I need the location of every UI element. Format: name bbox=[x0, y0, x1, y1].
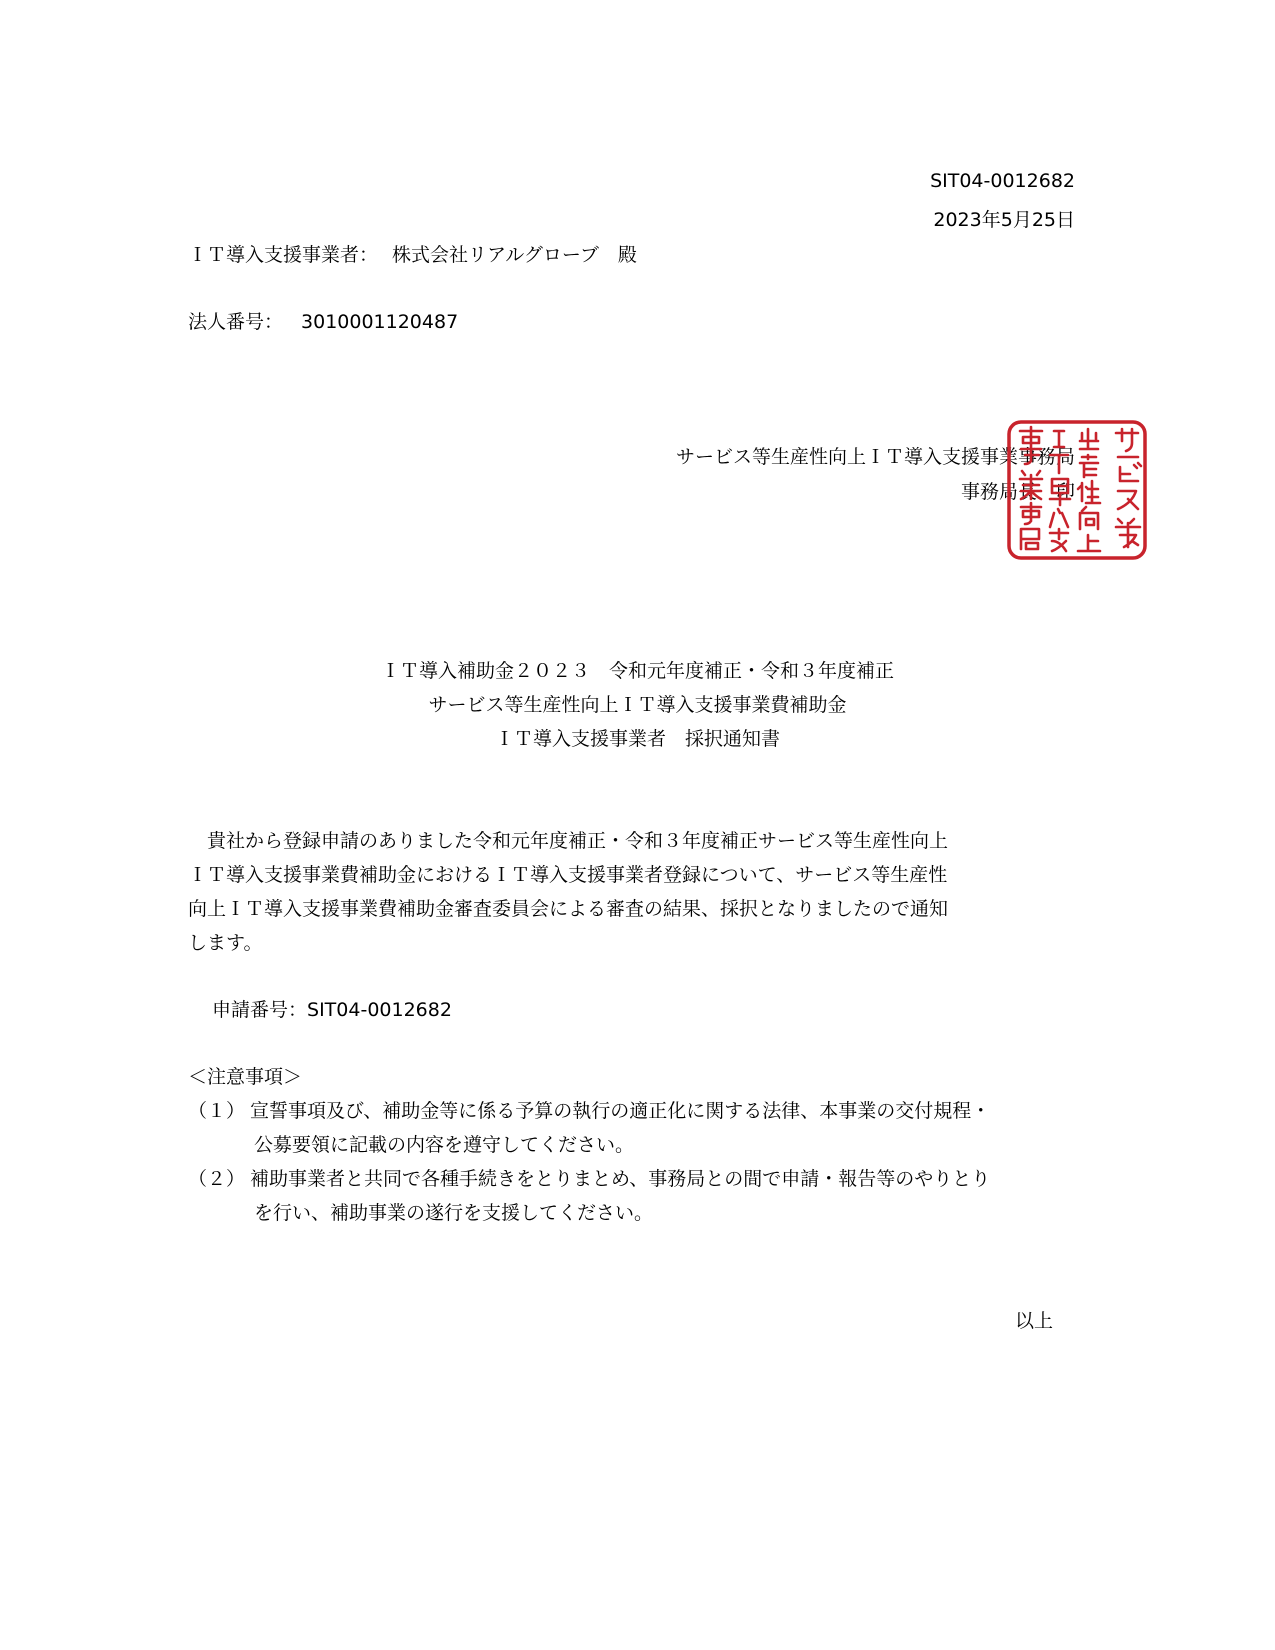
closing-text: 以上 bbox=[1014, 1310, 1053, 1332]
corp-number-label: 法人番号： bbox=[188, 311, 284, 333]
body-line-4: します。 bbox=[188, 932, 263, 954]
corp-number-line bbox=[188, 307, 458, 334]
application-number: SIT04-0012682 bbox=[307, 999, 452, 1021]
title-line-1: ＩＴ導入補助金２０２３ 令和元年度補正・令和３年度補正 bbox=[380, 660, 894, 682]
body-line-1: 貴社から登録申請のありました令和元年度補正・令和３年度補正サービス等生産性向上 bbox=[188, 830, 949, 852]
note-item-2-line-1: 補助事業者と共同で各種手続きをとりまとめ、事務局との間で申請・報告等のやりとり bbox=[250, 1168, 991, 1190]
body-line-3: 向上ＩＴ導入支援事業費補助金審査委員会による審査の結果、採択となりましたので通知 bbox=[188, 898, 949, 920]
document-date: 2023年5月25日 bbox=[933, 209, 1075, 231]
issuer-org: サービス等生産性向上ＩＴ導入支援事業事務局 bbox=[675, 446, 1075, 468]
application-number-label: 申請番号： bbox=[212, 999, 308, 1021]
corp-number: 3010001120487 bbox=[301, 311, 459, 333]
notes-heading: ＜注意事項＞ bbox=[188, 1066, 303, 1088]
note-item-2-line-2: を行い、補助事業の遂行を支援してください。 bbox=[254, 1202, 654, 1224]
recipient-label: ＩＴ導入支援事業者： bbox=[188, 244, 379, 266]
body-line-2: ＩＴ導入支援事業費補助金におけるＩＴ導入支援事業者登録について、サービス等生産性 bbox=[188, 864, 948, 886]
title-line-3: ＩＴ導入支援事業者 採択通知書 bbox=[494, 728, 780, 750]
note-item-2-number: （２） bbox=[188, 1168, 246, 1190]
issuer-title: 事務局長 印 bbox=[960, 481, 1075, 503]
recipient-line bbox=[188, 240, 637, 267]
note-item-1-number: （１） bbox=[188, 1100, 246, 1122]
recipient-company: 株式会社リアルグローブ 殿 bbox=[392, 244, 637, 266]
document-number: SIT04-0012682 bbox=[930, 170, 1075, 192]
application-number-line bbox=[212, 995, 452, 1022]
note-item-1-line-2: 公募要領に記載の内容を遵守してください。 bbox=[254, 1134, 635, 1156]
official-seal-stamp bbox=[1006, 419, 1148, 561]
note-item-1-line-1: 宣誓事項及び、補助金等に係る予算の執行の適正化に関する法律、本事業の交付規程・ bbox=[250, 1100, 991, 1122]
title-line-2: サービス等生産性向上ＩＴ導入支援事業費補助金 bbox=[428, 694, 847, 716]
